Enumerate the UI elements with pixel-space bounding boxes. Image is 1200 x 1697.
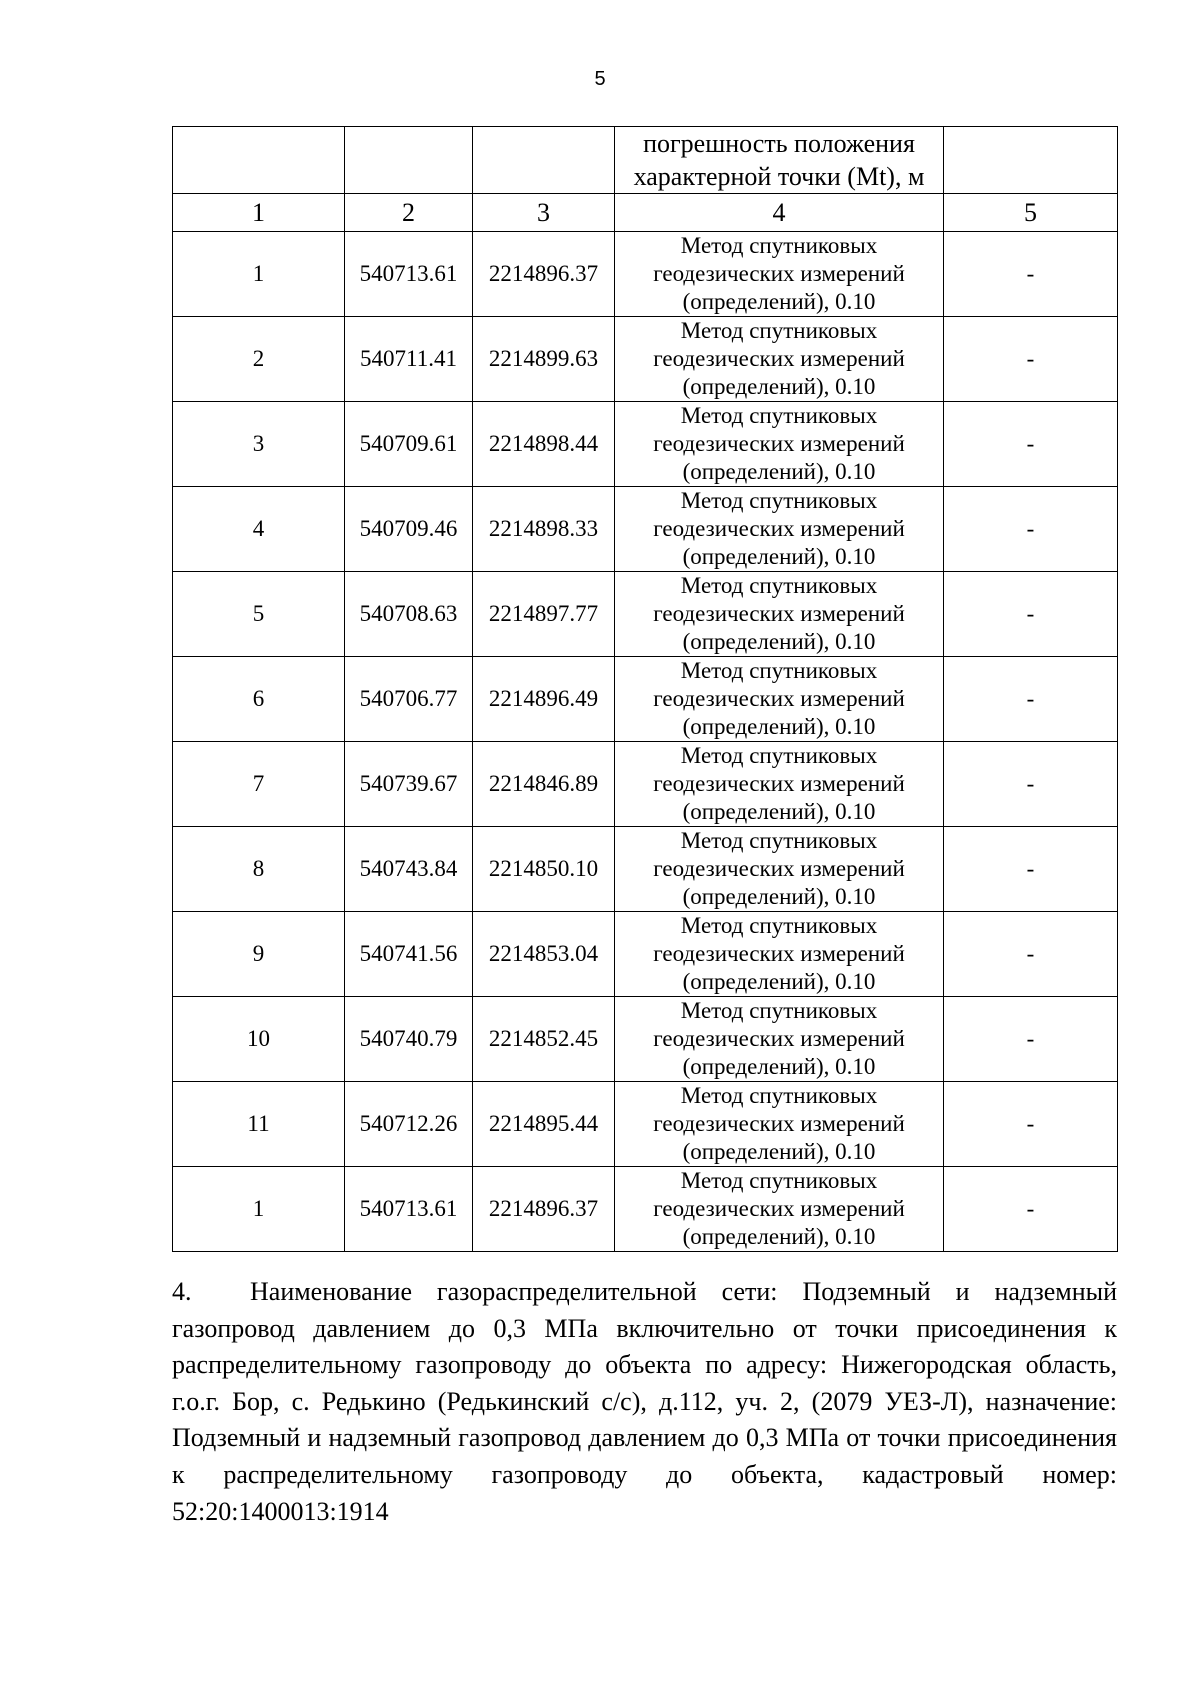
note-cell: - (944, 487, 1118, 572)
method-cell: Метод спутниковых геодезических измерений (определений), 0.10 (615, 912, 944, 997)
section-4-paragraph (172, 1274, 1117, 1530)
point-number-cell: 4 (173, 487, 345, 572)
x-coordinate-cell: 540739.67 (345, 742, 473, 827)
table-row (173, 1167, 1118, 1252)
table-row (173, 317, 1118, 402)
header-cell-3 (473, 127, 615, 194)
header-cell-accuracy: погрешность положения характерной точки (Mt), м (615, 127, 944, 194)
note-cell: - (944, 997, 1118, 1082)
table-row (173, 402, 1118, 487)
x-coordinate-cell: 540706.77 (345, 657, 473, 742)
method-cell: Метод спутниковых геодезических измерений (определений), 0.10 (615, 317, 944, 402)
x-coordinate-cell: 540709.61 (345, 402, 473, 487)
method-cell: Метод спутниковых геодезических измерений (определений), 0.10 (615, 487, 944, 572)
note-cell: - (944, 572, 1118, 657)
method-cell: Метод спутниковых геодезических измерений (определений), 0.10 (615, 742, 944, 827)
table-row (173, 742, 1118, 827)
method-cell: Метод спутниковых геодезических измерений (определений), 0.10 (615, 657, 944, 742)
header-cell-2 (345, 127, 473, 194)
note-cell: - (944, 1082, 1118, 1167)
column-number: 2 (345, 194, 473, 232)
method-cell: Метод спутниковых геодезических измерений (определений), 0.10 (615, 402, 944, 487)
table-row (173, 572, 1118, 657)
method-cell: Метод спутниковых геодезических измерений (определений), 0.10 (615, 827, 944, 912)
y-coordinate-cell: 2214895.44 (473, 1082, 615, 1167)
y-coordinate-cell: 2214846.89 (473, 742, 615, 827)
table-row (173, 912, 1118, 997)
method-cell: Метод спутниковых геодезических измерений (определений), 0.10 (615, 232, 944, 317)
method-cell: Метод спутниковых геодезических измерений (определений), 0.10 (615, 1082, 944, 1167)
note-cell: - (944, 657, 1118, 742)
y-coordinate-cell: 2214852.45 (473, 997, 615, 1082)
y-coordinate-cell: 2214853.04 (473, 912, 615, 997)
note-cell: - (944, 912, 1118, 997)
point-number-cell: 2 (173, 317, 345, 402)
coordinates-table (172, 126, 1118, 1252)
x-coordinate-cell: 540740.79 (345, 997, 473, 1082)
table-row (173, 657, 1118, 742)
x-coordinate-cell: 540743.84 (345, 827, 473, 912)
x-coordinate-cell: 540708.63 (345, 572, 473, 657)
column-number: 1 (173, 194, 345, 232)
header-cell-1 (173, 127, 345, 194)
section-text: Наименование газораспределительной сети: Подземный и надземный газопровод давлением до 0,3 МПа включительно от точки присоединения к распределительному газопроводу до объекта по адресу: Нижегородская область, г.о.г. Бор, с. Редькино (Редькинский с/с), д.112, уч. 2, (2079 УЕЗ-Л), назначение: Подземный и надземный газопровод давлением до 0,3 МПа от точки присоединения к распределительному газопроводу до объекта, кадастровый номер: 52:20:1400013:1914 (172, 1277, 1117, 1526)
point-number-cell: 5 (173, 572, 345, 657)
column-number-row (173, 194, 1118, 232)
table-row (173, 1082, 1118, 1167)
point-number-cell: 10 (173, 997, 345, 1082)
y-coordinate-cell: 2214898.44 (473, 402, 615, 487)
y-coordinate-cell: 2214850.10 (473, 827, 615, 912)
x-coordinate-cell: 540709.46 (345, 487, 473, 572)
x-coordinate-cell: 540713.61 (345, 232, 473, 317)
point-number-cell: 11 (173, 1082, 345, 1167)
y-coordinate-cell: 2214896.37 (473, 1167, 615, 1252)
point-number-cell: 1 (173, 232, 345, 317)
note-cell: - (944, 232, 1118, 317)
point-number-cell: 9 (173, 912, 345, 997)
table-header-row (173, 127, 1118, 194)
method-cell: Метод спутниковых геодезических измерений (определений), 0.10 (615, 997, 944, 1082)
column-number: 4 (615, 194, 944, 232)
point-number-cell: 3 (173, 402, 345, 487)
y-coordinate-cell: 2214896.49 (473, 657, 615, 742)
section-number: 4. (172, 1277, 192, 1306)
note-cell: - (944, 827, 1118, 912)
point-number-cell: 6 (173, 657, 345, 742)
point-number-cell: 7 (173, 742, 345, 827)
y-coordinate-cell: 2214897.77 (473, 572, 615, 657)
y-coordinate-cell: 2214898.33 (473, 487, 615, 572)
x-coordinate-cell: 540713.61 (345, 1167, 473, 1252)
note-cell: - (944, 742, 1118, 827)
header-cell-5 (944, 127, 1118, 194)
method-cell: Метод спутниковых геодезических измерений (определений), 0.10 (615, 1167, 944, 1252)
point-number-cell: 8 (173, 827, 345, 912)
table-row (173, 827, 1118, 912)
note-cell: - (944, 1167, 1118, 1252)
table-row (173, 487, 1118, 572)
point-number-cell: 1 (173, 1167, 345, 1252)
y-coordinate-cell: 2214899.63 (473, 317, 615, 402)
method-cell: Метод спутниковых геодезических измерений (определений), 0.10 (615, 572, 944, 657)
table-body (173, 232, 1118, 1252)
x-coordinate-cell: 540711.41 (345, 317, 473, 402)
table-row (173, 232, 1118, 317)
x-coordinate-cell: 540741.56 (345, 912, 473, 997)
note-cell: - (944, 402, 1118, 487)
column-number: 3 (473, 194, 615, 232)
page-number: 5 (594, 68, 606, 90)
x-coordinate-cell: 540712.26 (345, 1082, 473, 1167)
note-cell: - (944, 317, 1118, 402)
table-row (173, 997, 1118, 1082)
column-number: 5 (944, 194, 1118, 232)
y-coordinate-cell: 2214896.37 (473, 232, 615, 317)
